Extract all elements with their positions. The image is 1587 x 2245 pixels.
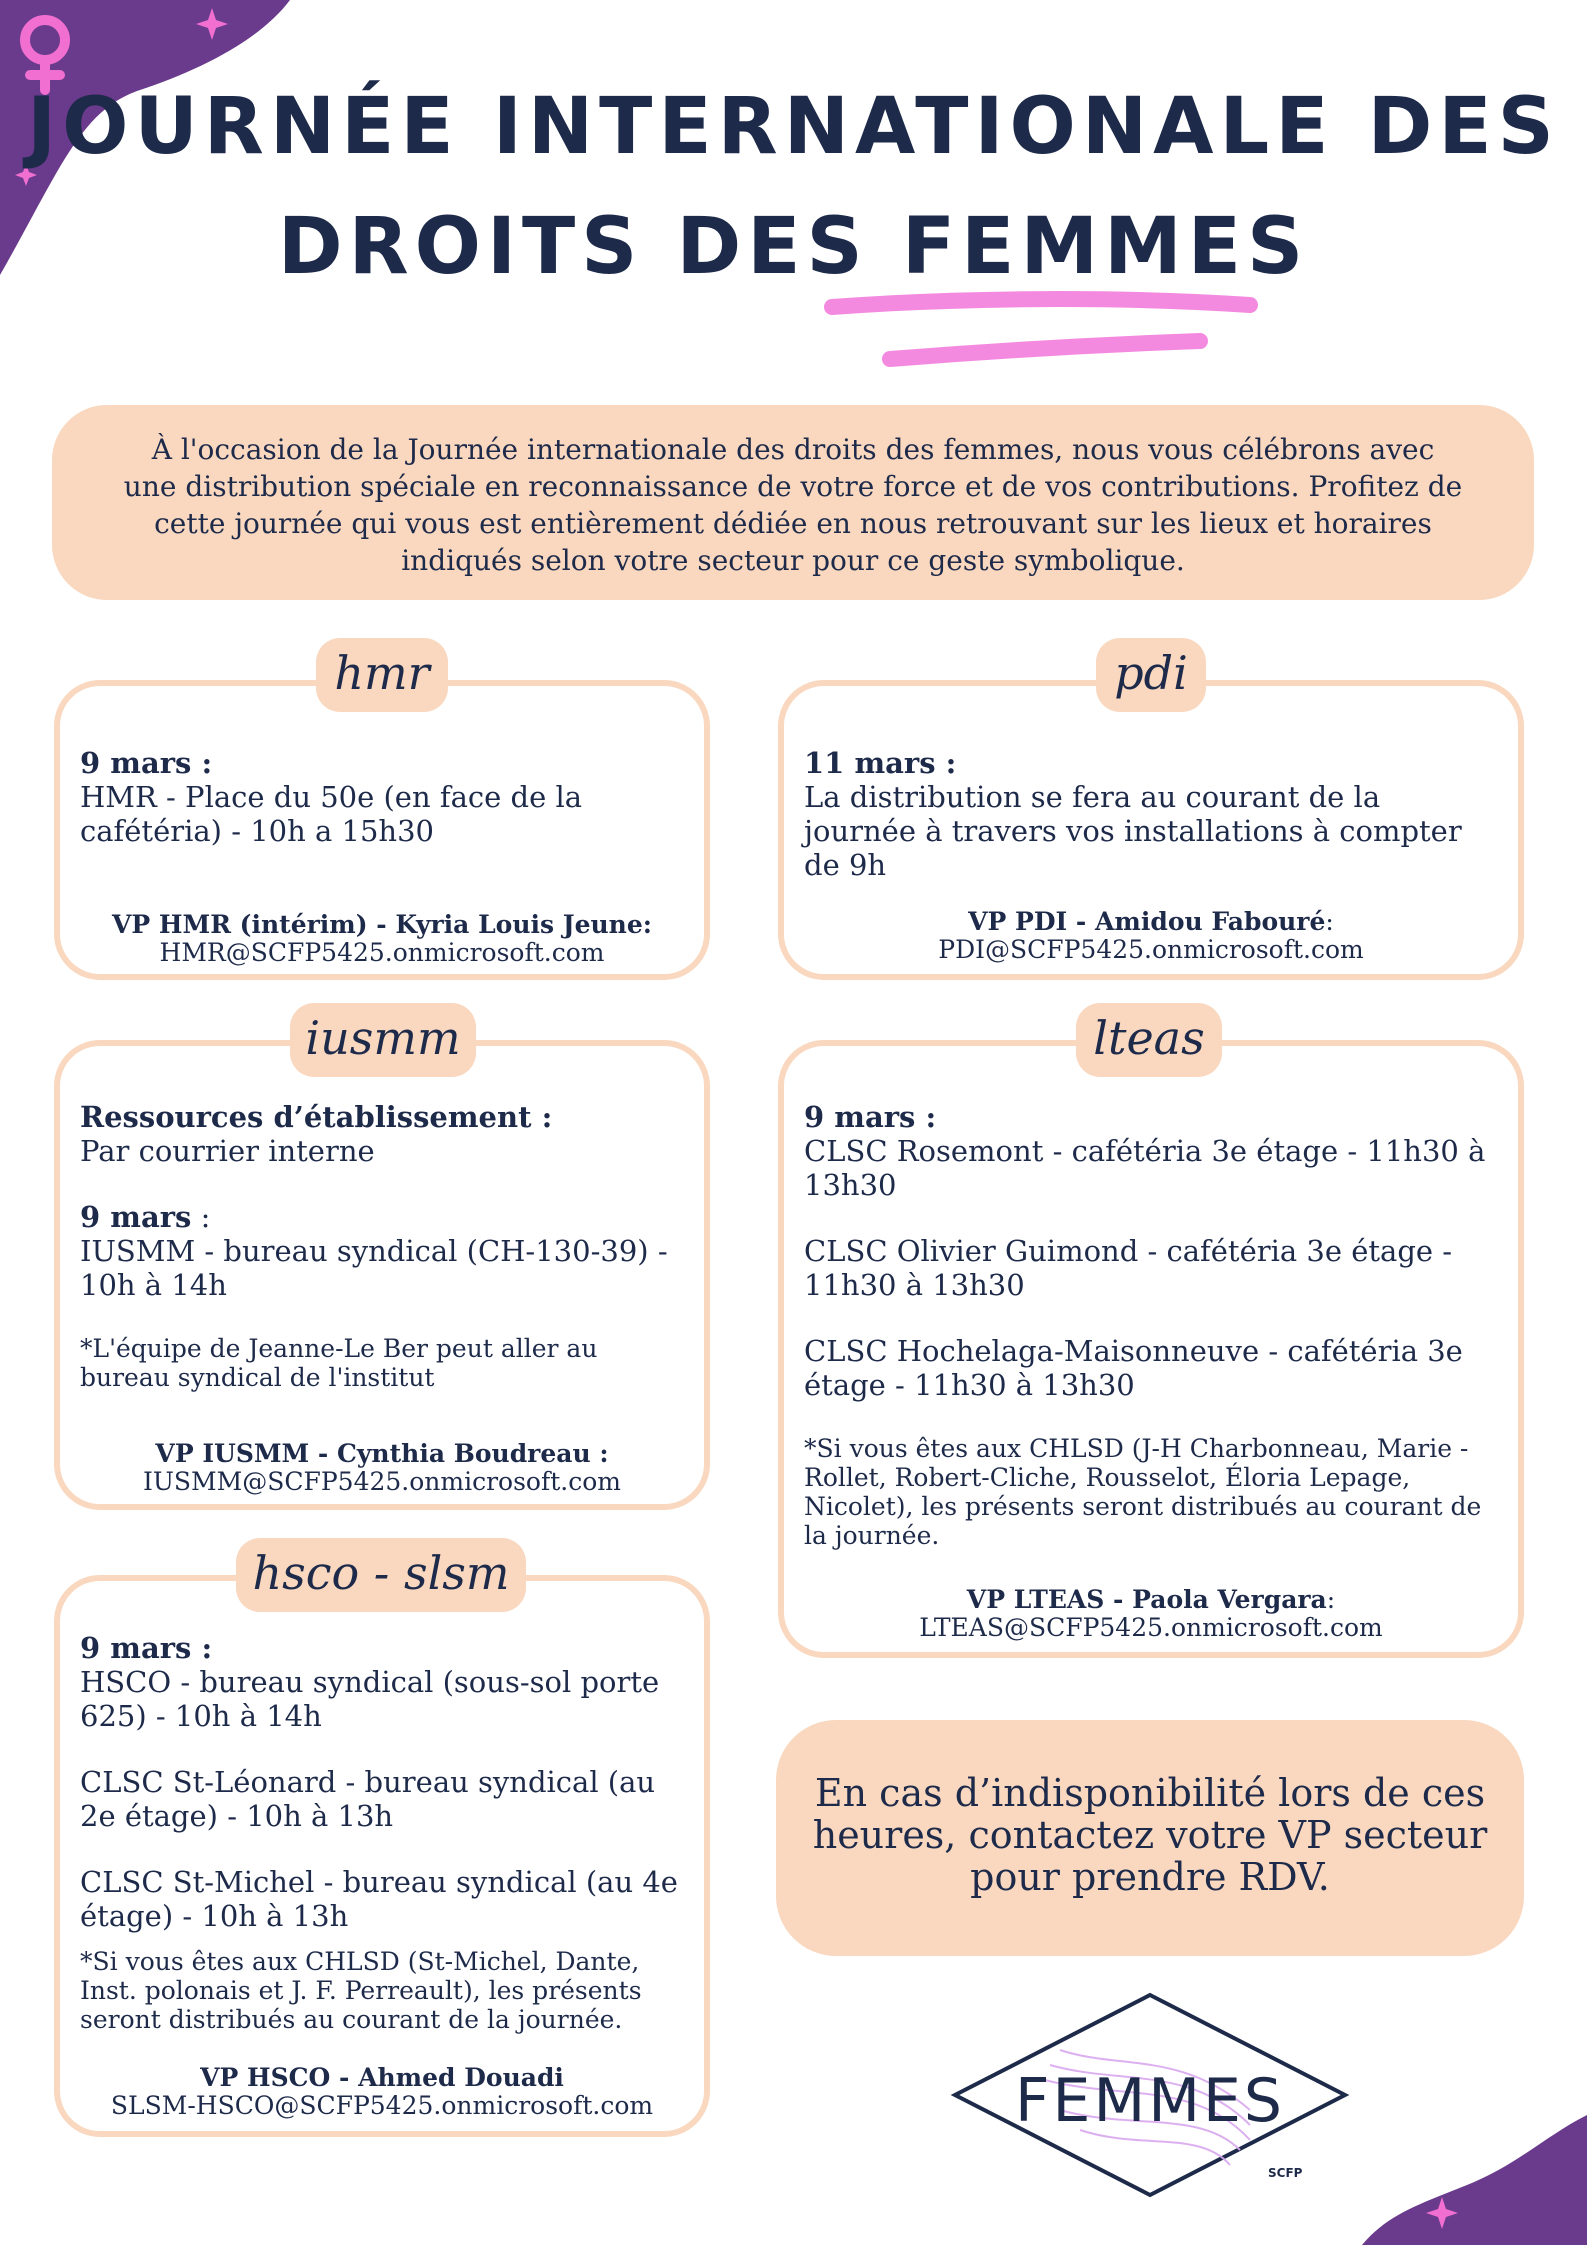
- lteas-note: *Si vous êtes aux CHLSD (J-H Charbonneau, Marie -Rollet, Robert-Cliche, Rousselot, Éloria Lepage, Nicolet), les présents seront distribués au courant de la journée.: [804, 1434, 1482, 1550]
- lteas-vp-name: VP LTEAS - Paola Vergara: [966, 1585, 1327, 1614]
- hsco-location-1: HSCO - bureau syndical (sous-sol porte 625) - 10h à 14h: [80, 1665, 660, 1733]
- hmr-location: HMR - Place du 50e (en face de la cafétéria) - 10h a 15h30: [80, 780, 583, 848]
- hsco-vp-name: VP HSCO - Ahmed Douadi: [200, 2063, 564, 2092]
- intro-banner: [52, 405, 1534, 600]
- iusmm-vp-email[interactable]: IUSMM@SCFP5425.onmicrosoft.com: [142, 1467, 621, 1496]
- lteas-vp-colon: :: [1326, 1585, 1336, 1614]
- card-lteas: [778, 1040, 1524, 1658]
- page-title-line-2: [0, 202, 1587, 292]
- lteas-vp-email[interactable]: LTEAS@SCFP5425.onmicrosoft.com: [919, 1613, 1383, 1642]
- contact-vp-text: En cas d’indisponibilité lors de ces heures, contactez votre VP secteur pour prendre RDV.: [812, 1771, 1488, 1899]
- hsco-vp-email[interactable]: SLSM-HSCO@SCFP5425.onmicrosoft.com: [110, 2091, 654, 2120]
- iusmm-date: 9 mars: [80, 1200, 192, 1234]
- pdi-date: 11 mars :: [804, 746, 957, 780]
- hmr-vp-name: VP HMR (intérim) - Kyria Louis Jeune:: [112, 910, 652, 939]
- title-prefix: DROITS DES: [277, 202, 869, 292]
- contact-vp-callout: [776, 1720, 1524, 1956]
- iusmm-resources-title: Ressources d’établissement :: [80, 1100, 553, 1134]
- tag-iusmm: iusmm: [290, 1003, 476, 1077]
- iusmm-note: *L'équipe de Jeanne-Le Ber peut aller au bureau syndical de l'institut: [80, 1334, 598, 1392]
- title-underline-decoration: [820, 285, 1260, 375]
- bottom-right-corner-decoration: [1347, 2105, 1587, 2245]
- lteas-location-1: CLSC Rosemont - cafétéria 3e étage - 11h30 à 13h30: [804, 1134, 1486, 1202]
- card-pdi: [778, 680, 1524, 980]
- scfp-logo-text: SCFP: [1268, 2166, 1303, 2180]
- iusmm-location: IUSMM - bureau syndical (CH-130-39) - 10h à 14h: [80, 1234, 668, 1302]
- iusmm-resources-text: Par courrier interne: [80, 1134, 375, 1168]
- card-iusmm: [54, 1040, 710, 1510]
- hsco-date: 9 mars :: [80, 1631, 213, 1665]
- hsco-location-3: CLSC St-Michel - bureau syndical (au 4e étage) - 10h à 13h: [80, 1865, 678, 1933]
- card-hmr: [54, 680, 710, 980]
- card-hsco-slsm: [54, 1575, 710, 2137]
- lteas-location-3: CLSC Hochelaga-Maisonneuve - cafétéria 3e étage - 11h30 à 13h30: [804, 1334, 1463, 1402]
- iusmm-vp-name: VP IUSMM - Cynthia Boudreau :: [155, 1439, 609, 1468]
- tag-hmr: hmr: [316, 638, 448, 712]
- hsco-note: *Si vous êtes aux CHLSD (St-Michel, Dante, Inst. polonais et J. F. Perreault), les présents seront distribués au courant de la journée.: [80, 1947, 642, 2034]
- lteas-location-2: CLSC Olivier Guimond - cafétéria 3e étage - 11h30 à 13h30: [804, 1234, 1453, 1302]
- hmr-vp-email[interactable]: HMR@SCFP5425.onmicrosoft.com: [159, 938, 605, 967]
- pdi-vp-email[interactable]: PDI@SCFP5425.onmicrosoft.com: [938, 935, 1364, 964]
- hmr-date: 9 mars :: [80, 746, 213, 780]
- page-title-line-1: JOURNÉE INTERNATIONALE DES: [27, 82, 1560, 172]
- pdi-vp-colon: :: [1325, 907, 1334, 936]
- intro-text: À l'occasion de la Journée internationale des droits des femmes, nous vous célébrons avec une distribution spéciale en reconnaissance de votre force et de vos contributions. Profitez de cette journée qui vous est entièrement dédiée en nous retrouvant sur les lieux et horaires indiqués selon votre secteur pour ce geste symbolique.: [123, 433, 1463, 577]
- tag-pdi: pdi: [1096, 638, 1206, 712]
- tag-hsco-slsm: hsco - slsm: [236, 1538, 526, 1612]
- iusmm-date-colon: :: [191, 1200, 211, 1234]
- title-highlight: FEMMES: [901, 202, 1310, 292]
- logo-word: FEMMES: [1015, 2066, 1285, 2136]
- pdi-location: La distribution se fera au courant de la journée à travers vos installations à compter de 9h: [804, 780, 1462, 882]
- hsco-location-2: CLSC St-Léonard - bureau syndical (au 2e étage) - 10h à 13h: [80, 1765, 656, 1833]
- lteas-date: 9 mars :: [804, 1100, 937, 1134]
- pdi-vp-name: VP PDI - Amidou Fabouré: [968, 907, 1326, 936]
- tag-lteas: lteas: [1076, 1003, 1222, 1077]
